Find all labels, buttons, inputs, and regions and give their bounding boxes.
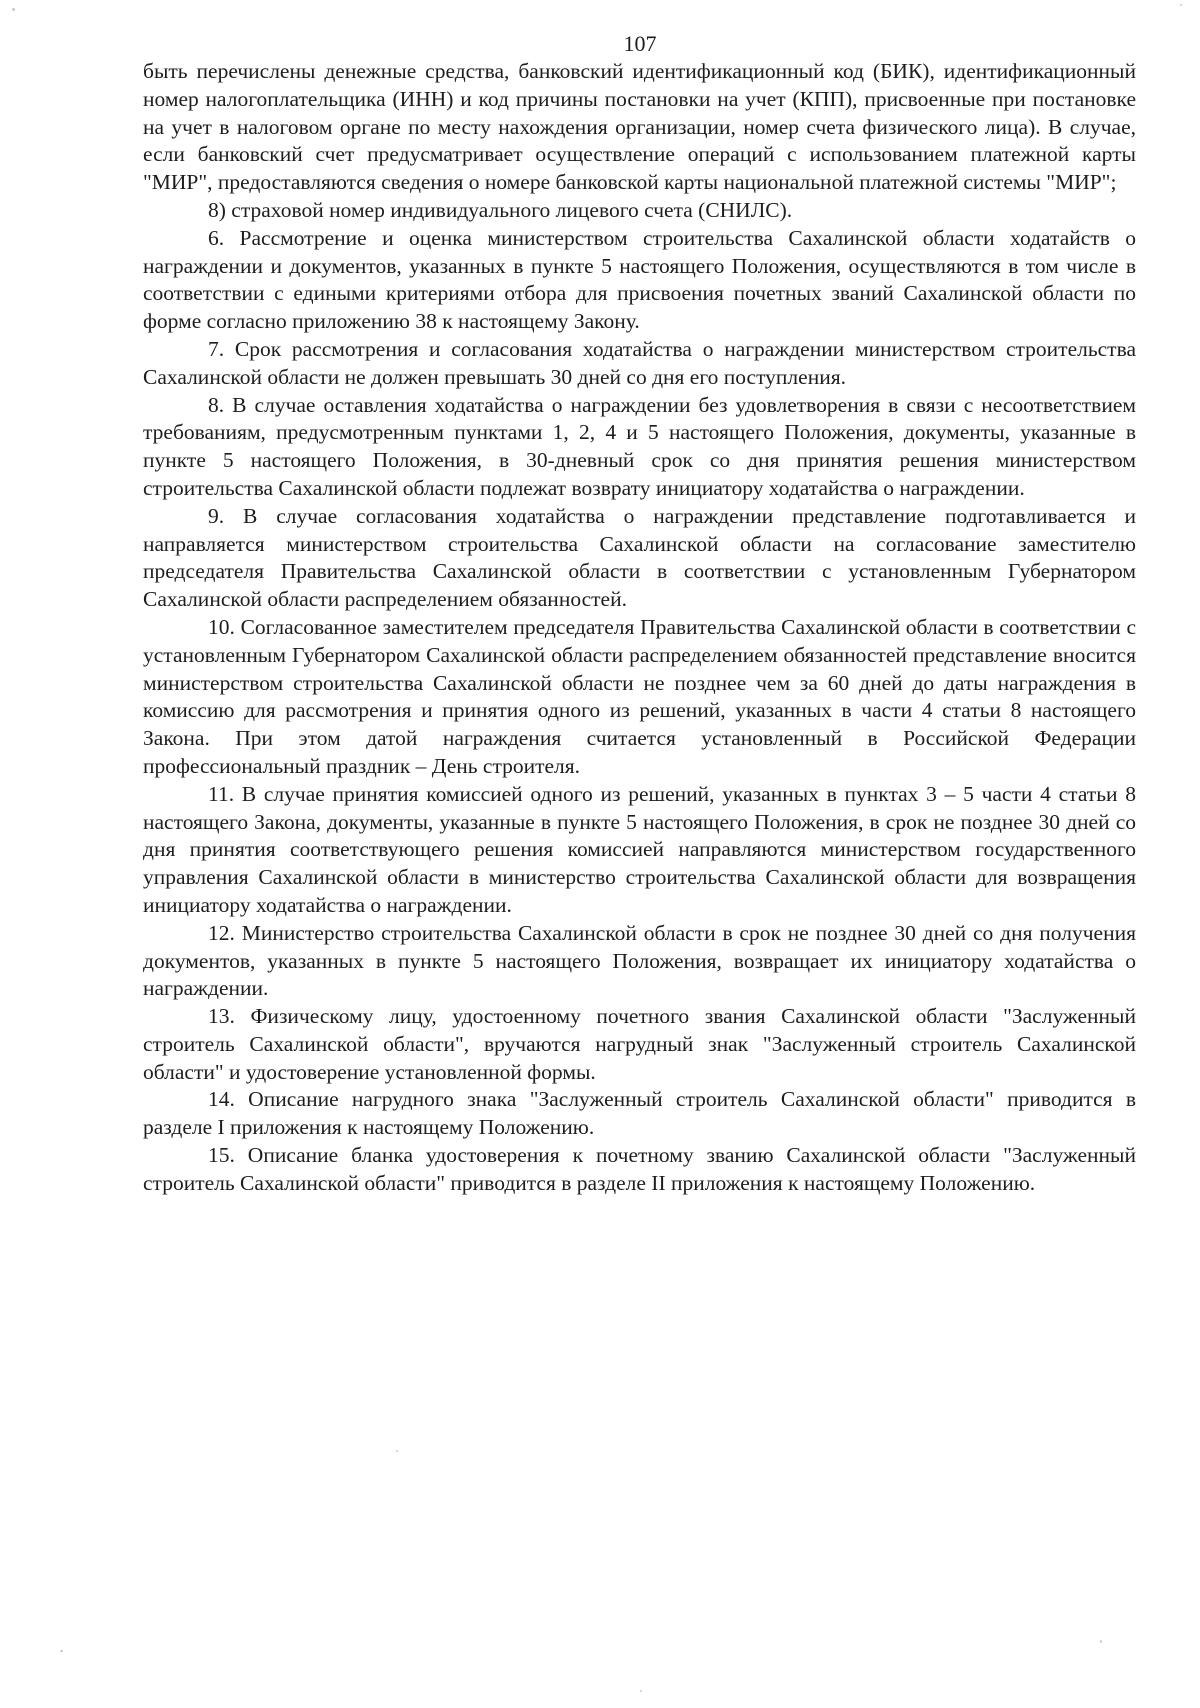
paragraph-9: 9. В случае согласования ходатайства о награждении представление подготавливается и направляется министерством строительства Сахалинской области на согласование заместителю председателя Правительства Сахалинской области в соответствии с установленным Губернатором Сахалинской области распределением обязанностей. <box>143 503 1136 612</box>
paragraph-10: 10. Согласованное заместителем председателя Правительства Сахалинской области в соответствии с установленным Губернатором Сахалинской области распределением обязанностей представление вносится министерством строительства Сахалинской области не позднее чем за 60 дней до даты награждения в комиссию для рассмотрения и принятия одного из решений, указанных в части 4 статьи 8 настоящего Закона. При этом датой награждения считается установленный в Российской Федерации профессиональный праздник – День строителя. <box>143 614 1136 778</box>
paragraph-8: 8. В случае оставления ходатайства о награждении без удовлетворения в связи с несоответствием требованиям, предусмотренным пунктами 1, 2, 4 и 5 настоящего Положения, документы, указанные в пункте 5 настоящего Положения, в 30-дневный срок со дня принятия решения министерством строительства Сахалинской области подлежат возврату инициатору ходатайства о награждении. <box>143 392 1136 500</box>
scan-noise <box>1180 4 1182 6</box>
paragraph-15: 15. Описание бланка удостоверения к почетному званию Сахалинской области "Заслуженный строитель Сахалинской области" приводится в разделе II приложения к настоящему Положению. <box>143 1143 1136 1195</box>
scan-noise <box>1100 1640 1102 1643</box>
paragraph-11: 11. В случае принятия комиссией одного из решений, указанных в пунктах 3 – 5 части 4 статьи 8 настоящего Закона, документы, указанные в пункте 5 настоящего Положения, в срок не позднее 30 дней со дня принятия соответствующего решения комиссией направляются министерством государственного управления Сахалинской области в министерство строительства Сахалинской области для возвращения инициатору ходатайства о награждении. <box>143 781 1136 917</box>
paragraph-12: 12. Министерство строительства Сахалинской области в срок не позднее 30 дней со дня получения документов, указанных в пункте 5 настоящего Положения, возвращает их инициатору ходатайства о награждении. <box>143 920 1136 1001</box>
page-number: 107 <box>623 31 657 56</box>
scan-noise <box>60 1650 63 1652</box>
scan-noise <box>640 1690 642 1692</box>
paragraph-item-8: 8) страховой номер индивидуального лицевого счета (СНИЛС). <box>208 197 793 222</box>
paragraph-13: 13. Физическому лицу, удостоенному почетного звания Сахалинской области "Заслуженный строитель Сахалинской области", вручаются нагрудный знак "Заслуженный строитель Сахалинской области" и удостоверение установленной формы. <box>143 1004 1136 1084</box>
paragraph-6: 6. Рассмотрение и оценка министерством строительства Сахалинской области ходатайств о награждении и документов, указанных в пункте 5 настоящего Положения, осуществляются в том числе в соответствии с едиными критериями отбора для присвоения почетных званий Сахалинской области по форме согласно приложению 38 к настоящему Закону. <box>143 225 1136 334</box>
scan-noise <box>12 8 15 11</box>
paragraph-continuation: быть перечислены денежные средства, банковский идентификационный код (БИК), идентификационный номер налогоплательщика (ИНН) и код причины постановки на учет (КПП), присвоенные при постановке на учет в налоговом органе по месту нахождения организации, номер счета физического лица). В случае, если банковский счет предусматривает осуществление операций с использованием платежной карты "МИР", предоставляются сведения о номере банковской карты национальной платежной системы "МИР"; <box>143 59 1136 195</box>
paragraph-7: 7. Срок рассмотрения и согласования ходатайства о награждении министерством строительства Сахалинской области не должен превышать 30 дней со дня его поступления. <box>143 336 1136 389</box>
paragraph-14: 14. Описание нагрудного знака "Заслуженный строитель Сахалинской области" приводится в разделе I приложения к настоящему Положению. <box>143 1087 1136 1140</box>
document-body <box>143 58 1136 1198</box>
scan-noise <box>396 1450 398 1452</box>
